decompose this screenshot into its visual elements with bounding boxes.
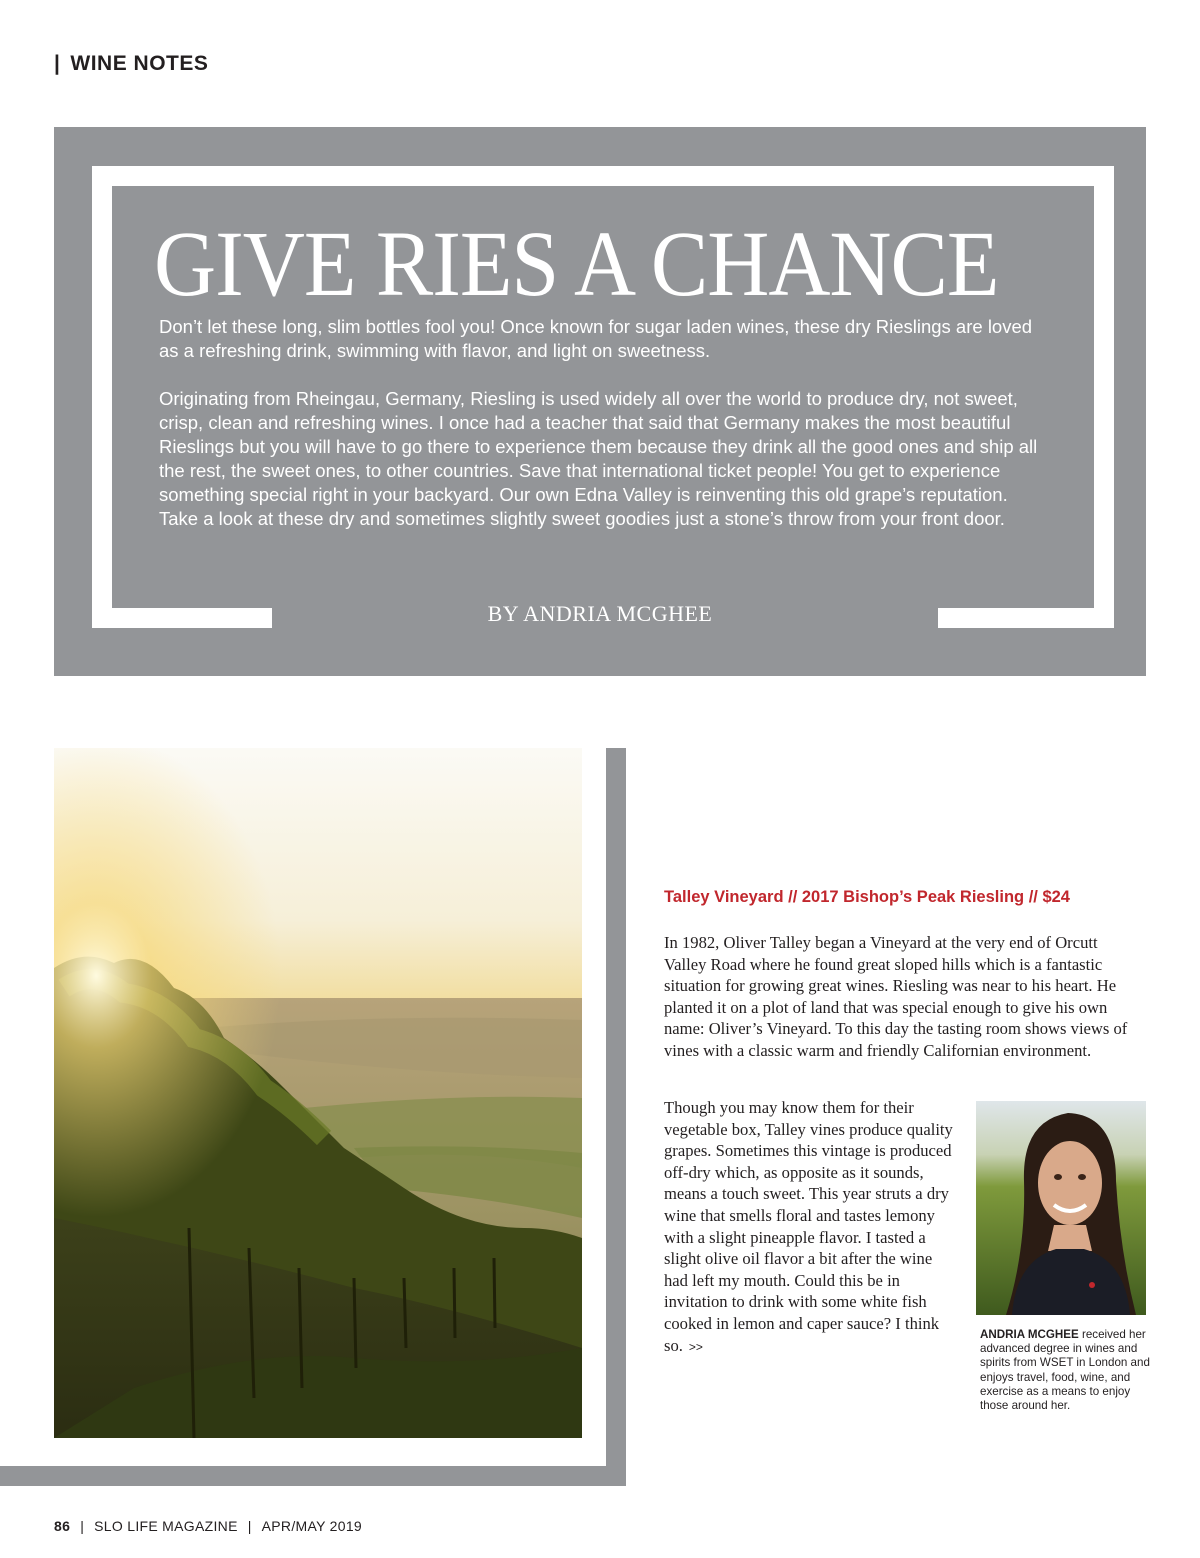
intro-paragraph: Don’t let these long, slim bottles fool you! Once known for sugar laden wines, these dry Rieslings are loved as a refreshing drink, swimming with flavor, and light on sweetness.	[159, 316, 1033, 361]
author-photo	[976, 1101, 1146, 1315]
page-footer	[54, 1518, 362, 1534]
section-title: WINE NOTES	[70, 52, 209, 75]
headline: GIVE RIES A CHANCE	[154, 211, 999, 316]
footer-separator-2: |	[247, 1518, 252, 1534]
lead-paragraph: Originating from Rheingau, Germany, Riesling is used widely all over the world to produce dry, not sweet, crisp, clean and refreshing wines. I once had a teacher that said that Germany makes the most beautiful Rieslings but you will have to go there to experience them because they drink all the good ones and ship all the rest, the sweet ones, to other countries. Save that international ticket people! You get to experience something special right in your backyard. Our own Edna Valley is reinventing this old grape’s reputation. Take a look at these dry and sometimes slightly sweet goodies just a stone’s throw from your front door.	[159, 388, 1038, 529]
footer-separator: |	[80, 1518, 85, 1534]
section-divider: |	[54, 52, 61, 75]
author-name: ANDRIA MCGHEE	[980, 1328, 1079, 1341]
author-bio	[980, 1328, 1155, 1413]
article-paragraph-1: In 1982, Oliver Talley began a Vineyard at the very end of Orcutt Valley Road where he found great sloped hills which is a fantastic situation for growing great wines. Riesling was near to his heart. He planted it on a plot of land that was special enough to give his own name: Oliver’s Vineyard. To this day the tasting room shows views of vines with a classic warm and friendly Californian environment.	[664, 933, 1128, 1060]
hero-intro-block	[159, 315, 1039, 555]
continue-marker: >>	[688, 1339, 703, 1354]
issue-date: APR/MAY 2019	[261, 1518, 362, 1534]
page-number: 86	[54, 1518, 71, 1534]
article-paragraph-2	[664, 1097, 956, 1358]
photo-border-right	[606, 748, 626, 1486]
photo-border-bottom	[0, 1466, 626, 1486]
author-bio-text: received her advanced degree in wines and spirits from WSET in London and enjoys travel, food, wine, and exercise as a means to enjoy those around her.	[980, 1328, 1150, 1413]
article-paragraph-2-text: Though you may know them for their vegetable box, Talley vines produce quality grapes. Sometimes this vintage is produced off-dry which, as opposite as it sounds, means a touch sweet. This year struts a dry wine that smells floral and tastes lemony with a slight pineapple flavor. I tasted a slight olive oil flavor a bit after the wine had left my mouth. Could this be in invitation to drink with some white fish cooked in lemon and caper sauce? I think so.	[664, 1098, 953, 1355]
hero-panel	[54, 127, 1146, 676]
magazine-name: SLO LIFE MAGAZINE	[94, 1518, 238, 1534]
vineyard-photo	[54, 748, 582, 1438]
byline: BY ANDRIA MCGHEE	[487, 601, 713, 626]
wine-heading: Talley Vineyard // 2017 Bishop’s Peak Riesling // $24	[664, 888, 1070, 906]
section-label	[54, 52, 208, 76]
